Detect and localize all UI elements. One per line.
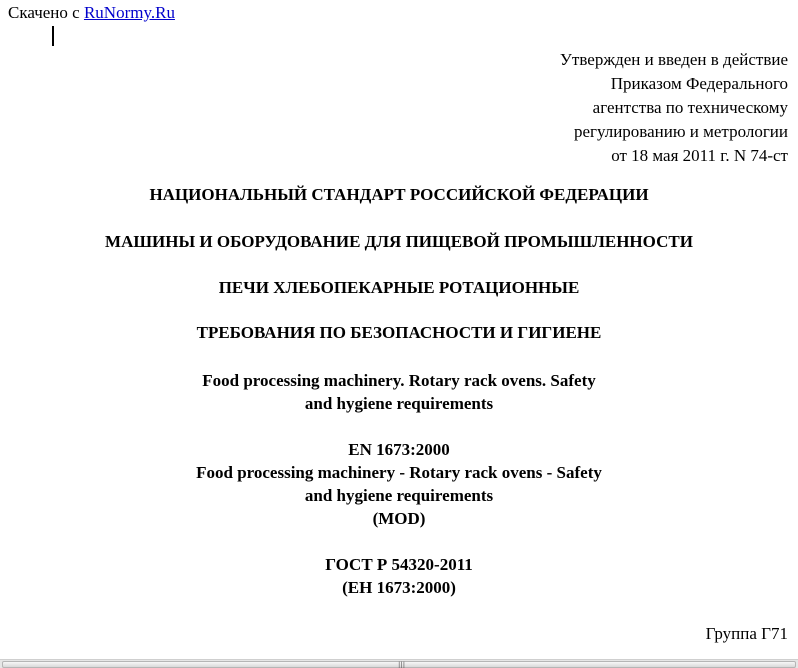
machinery-title: МАШИНЫ И ОБОРУДОВАНИЕ ДЛЯ ПИЩЕВОЙ ПРОМЫШЛЕННОСТИ xyxy=(105,232,693,251)
requirements-title: ТРЕБОВАНИЯ ПО БЕЗОПАСНОСТИ И ГИГИЕНЕ xyxy=(196,323,602,342)
horizontal-scrollbar[interactable] xyxy=(0,659,798,668)
en-standard-mod: (MOD) xyxy=(372,509,426,528)
gost-block xyxy=(0,553,798,599)
en-standard-line1: Food processing machinery - Rotary rack ovens - Safety xyxy=(196,463,602,482)
source-prefix: Скачено с xyxy=(8,3,80,22)
english-title xyxy=(0,369,798,415)
en-standard-code: EN 1673:2000 xyxy=(348,440,450,459)
approval-block xyxy=(468,48,788,168)
source-line xyxy=(8,3,175,23)
en-standard-block xyxy=(0,438,798,530)
approval-line: от 18 мая 2011 г. N 74-ст xyxy=(611,146,788,165)
scrollbar-thumb[interactable] xyxy=(2,661,796,668)
grip-icon: ||| xyxy=(398,661,406,668)
approval-line: Утвержден и введен в действие xyxy=(559,50,788,69)
national-standard-title: НАЦИОНАЛЬНЫЙ СТАНДАРТ РОССИЙСКОЙ ФЕДЕРАЦИИ xyxy=(149,185,649,204)
gost-en-reference: (ЕН 1673:2000) xyxy=(342,578,456,597)
approval-line: агентства по техническому xyxy=(592,98,788,117)
gost-code: ГОСТ Р 54320-2011 xyxy=(325,555,473,574)
ovens-title: ПЕЧИ ХЛЕБОПЕКАРНЫЕ РОТАЦИОННЫЕ xyxy=(218,278,580,297)
approval-line: регулированию и метрологии xyxy=(573,122,788,141)
group-label: Группа Г71 xyxy=(705,624,788,643)
approval-line: Приказом Федерального xyxy=(610,74,788,93)
source-link[interactable]: RuNormy.Ru xyxy=(83,3,175,22)
text-caret xyxy=(52,26,54,46)
english-title-line1: Food processing machinery. Rotary rack ovens. Safety xyxy=(202,371,596,390)
english-title-line2: and hygiene requirements xyxy=(304,394,494,413)
en-standard-line2: and hygiene requirements xyxy=(304,486,494,505)
